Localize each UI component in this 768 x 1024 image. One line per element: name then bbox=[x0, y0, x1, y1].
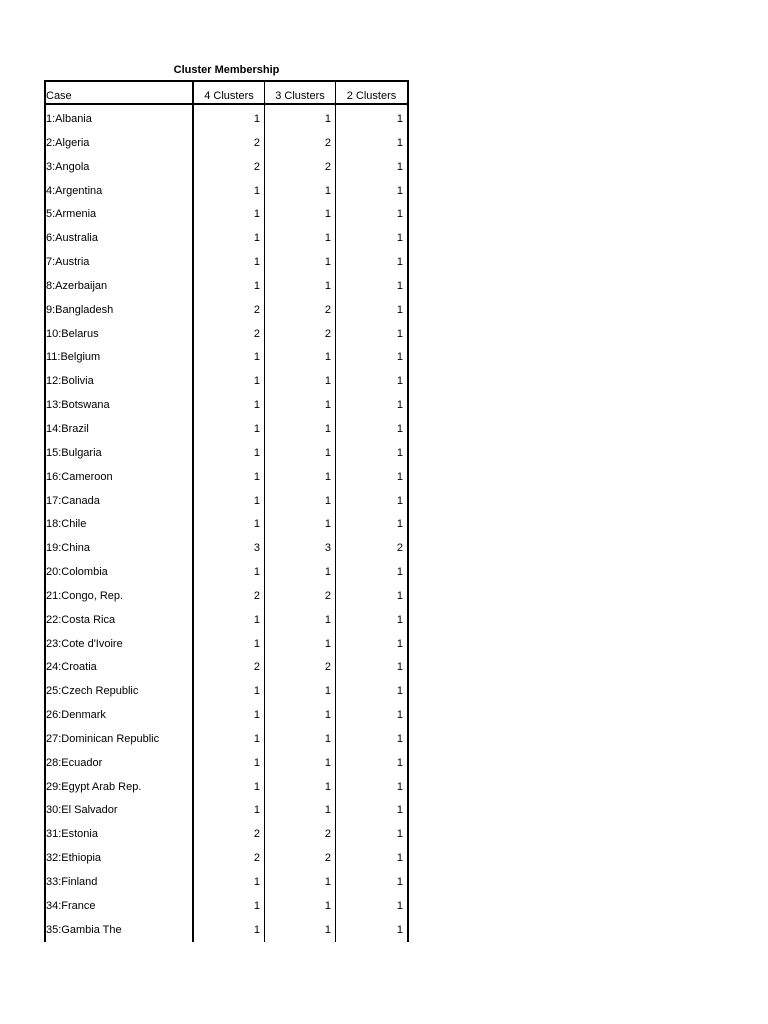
three-clusters-cell: 1 bbox=[324, 470, 331, 483]
table-row bbox=[44, 749, 409, 773]
case-cell: 11:Belgium bbox=[46, 351, 101, 364]
case-cell: 32:Ethiopia bbox=[46, 852, 102, 865]
case-cell: 1:Albania bbox=[46, 113, 92, 125]
four-clusters-cell: 1 bbox=[253, 876, 260, 888]
three-clusters-cell: 2 bbox=[324, 828, 331, 841]
table-row bbox=[44, 606, 409, 630]
case-cell: 26:Denmark bbox=[46, 709, 106, 722]
two-clusters-cell: 1 bbox=[396, 685, 403, 698]
three-clusters-cell: 1 bbox=[324, 613, 331, 626]
table-row bbox=[44, 534, 409, 558]
four-clusters-cell: 3 bbox=[253, 542, 260, 555]
four-clusters-cell: 1 bbox=[253, 113, 260, 125]
table-row bbox=[44, 153, 409, 177]
two-clusters-cell: 1 bbox=[396, 470, 403, 483]
three-clusters-cell: 1 bbox=[324, 446, 331, 459]
three-clusters-cell: 2 bbox=[324, 852, 331, 865]
table-row bbox=[44, 200, 409, 224]
two-clusters-cell: 1 bbox=[396, 160, 403, 173]
four-clusters-cell: 1 bbox=[253, 279, 260, 292]
two-clusters-cell: 1 bbox=[396, 232, 403, 245]
two-clusters-cell: 1 bbox=[396, 780, 403, 793]
four-clusters-cell: 1 bbox=[253, 613, 260, 626]
two-clusters-cell: 1 bbox=[396, 589, 403, 602]
two-clusters-cell: 1 bbox=[396, 899, 403, 912]
case-cell: 4:Argentina bbox=[46, 184, 103, 197]
two-clusters-cell: 1 bbox=[396, 422, 403, 435]
two-clusters-cell: 1 bbox=[396, 613, 403, 626]
case-cell: 22:Costa Rica bbox=[46, 613, 116, 626]
table-row bbox=[44, 439, 409, 463]
four-clusters-cell: 2 bbox=[253, 589, 260, 602]
three-clusters-cell: 2 bbox=[324, 160, 331, 173]
table-row bbox=[44, 701, 409, 725]
table-row bbox=[44, 129, 409, 153]
four-clusters-cell: 1 bbox=[253, 422, 260, 435]
three-clusters-cell: 1 bbox=[324, 256, 331, 269]
two-clusters-cell: 1 bbox=[396, 756, 403, 769]
four-clusters-cell: 1 bbox=[253, 923, 260, 936]
case-cell: 14:Brazil bbox=[46, 422, 89, 435]
two-clusters-cell: 1 bbox=[396, 923, 403, 936]
three-clusters-cell: 2 bbox=[324, 661, 331, 674]
four-clusters-cell: 1 bbox=[253, 446, 260, 459]
three-clusters-cell: 1 bbox=[324, 899, 331, 912]
four-clusters-cell: 1 bbox=[253, 756, 260, 769]
two-clusters-cell: 1 bbox=[396, 279, 403, 292]
case-cell: 18:Chile bbox=[46, 518, 87, 531]
four-clusters-cell: 1 bbox=[253, 899, 260, 912]
three-clusters-cell: 1 bbox=[324, 232, 331, 245]
two-clusters-cell: 1 bbox=[396, 566, 403, 579]
three-clusters-cell: 1 bbox=[324, 518, 331, 531]
three-clusters-cell: 1 bbox=[324, 422, 331, 435]
four-clusters-cell: 1 bbox=[253, 566, 260, 579]
four-clusters-cell: 1 bbox=[253, 256, 260, 269]
three-clusters-cell: 1 bbox=[324, 399, 331, 412]
case-cell: 30:El Salvador bbox=[46, 804, 118, 817]
three-clusters-cell: 1 bbox=[324, 780, 331, 793]
two-clusters-cell: 1 bbox=[396, 828, 403, 841]
four-clusters-cell: 2 bbox=[253, 136, 260, 149]
four-clusters-cell: 2 bbox=[253, 327, 260, 340]
four-clusters-cell: 1 bbox=[253, 375, 260, 388]
table-row bbox=[44, 105, 409, 129]
two-clusters-cell: 1 bbox=[396, 661, 403, 674]
table-row bbox=[44, 653, 409, 677]
table-row bbox=[44, 868, 409, 892]
two-clusters-cell: 1 bbox=[396, 732, 403, 745]
three-clusters-cell: 2 bbox=[324, 303, 331, 316]
case-cell: 33:Finland bbox=[46, 876, 98, 888]
four-clusters-cell: 2 bbox=[253, 828, 260, 841]
two-clusters-cell: 1 bbox=[396, 518, 403, 531]
case-cell: 12:Bolivia bbox=[46, 375, 94, 388]
table-row bbox=[44, 224, 409, 248]
table-body bbox=[44, 105, 409, 940]
three-clusters-cell: 1 bbox=[324, 208, 331, 221]
three-clusters-cell: 1 bbox=[324, 113, 331, 125]
four-clusters-cell: 1 bbox=[253, 208, 260, 221]
four-clusters-cell: 1 bbox=[253, 637, 260, 650]
two-clusters-cell: 1 bbox=[396, 399, 403, 412]
case-cell: 27:Dominican Republic bbox=[46, 732, 160, 745]
two-clusters-cell: 1 bbox=[396, 494, 403, 507]
two-clusters-cell: 1 bbox=[396, 852, 403, 865]
case-cell: 29:Egypt Arab Rep. bbox=[46, 780, 142, 793]
case-cell: 31:Estonia bbox=[46, 828, 98, 841]
cluster-membership-table bbox=[44, 80, 409, 942]
two-clusters-cell: 1 bbox=[396, 208, 403, 221]
four-clusters-cell: 1 bbox=[253, 518, 260, 531]
column-header-2-clusters: 2 Clusters bbox=[346, 90, 397, 102]
three-clusters-cell: 2 bbox=[324, 589, 331, 602]
table-row bbox=[44, 773, 409, 797]
two-clusters-cell: 1 bbox=[396, 351, 403, 364]
three-clusters-cell: 1 bbox=[324, 184, 331, 197]
four-clusters-cell: 1 bbox=[253, 351, 260, 364]
table-row bbox=[44, 677, 409, 701]
table-row bbox=[44, 892, 409, 916]
four-clusters-cell: 2 bbox=[253, 160, 260, 173]
two-clusters-cell: 1 bbox=[396, 637, 403, 650]
three-clusters-cell: 1 bbox=[324, 279, 331, 292]
case-cell: 3:Angola bbox=[46, 160, 90, 173]
three-clusters-cell: 1 bbox=[324, 804, 331, 817]
four-clusters-cell: 2 bbox=[253, 852, 260, 865]
table-row bbox=[44, 558, 409, 582]
table-row bbox=[44, 343, 409, 367]
four-clusters-cell: 1 bbox=[253, 232, 260, 245]
two-clusters-cell: 2 bbox=[396, 542, 403, 555]
table-row bbox=[44, 320, 409, 344]
three-clusters-cell: 1 bbox=[324, 709, 331, 722]
table-title: Cluster Membership bbox=[173, 64, 280, 76]
four-clusters-cell: 1 bbox=[253, 494, 260, 507]
case-cell: 17:Canada bbox=[46, 494, 100, 507]
table-row bbox=[44, 272, 409, 296]
case-cell: 2:Algeria bbox=[46, 136, 90, 149]
table-row bbox=[44, 796, 409, 820]
table-row bbox=[44, 463, 409, 487]
three-clusters-cell: 1 bbox=[324, 685, 331, 698]
two-clusters-cell: 1 bbox=[396, 446, 403, 459]
table-row bbox=[44, 415, 409, 439]
case-cell: 9:Bangladesh bbox=[46, 303, 114, 316]
three-clusters-cell: 1 bbox=[324, 494, 331, 507]
four-clusters-cell: 2 bbox=[253, 661, 260, 674]
table-row bbox=[44, 725, 409, 749]
three-clusters-cell: 1 bbox=[324, 637, 331, 650]
table-row bbox=[44, 844, 409, 868]
table-row bbox=[44, 248, 409, 272]
case-cell: 21:Congo, Rep. bbox=[46, 589, 124, 602]
case-cell: 6:Australia bbox=[46, 232, 98, 245]
case-cell: 7:Austria bbox=[46, 256, 90, 269]
three-clusters-cell: 2 bbox=[324, 136, 331, 149]
four-clusters-cell: 1 bbox=[253, 709, 260, 722]
four-clusters-cell: 1 bbox=[253, 685, 260, 698]
case-cell: 23:Cote d'Ivoire bbox=[46, 637, 123, 650]
case-cell: 8:Azerbaijan bbox=[46, 279, 108, 292]
table-row bbox=[44, 916, 409, 940]
case-cell: 20:Colombia bbox=[46, 566, 108, 579]
four-clusters-cell: 1 bbox=[253, 184, 260, 197]
case-cell: 16:Cameroon bbox=[46, 470, 113, 483]
column-header-case: Case bbox=[46, 90, 72, 102]
three-clusters-cell: 1 bbox=[324, 351, 331, 364]
column-header-3-clusters: 3 Clusters bbox=[275, 90, 325, 102]
case-cell: 28:Ecuador bbox=[46, 756, 103, 769]
four-clusters-cell: 1 bbox=[253, 470, 260, 483]
two-clusters-cell: 1 bbox=[396, 184, 403, 197]
three-clusters-cell: 1 bbox=[324, 756, 331, 769]
four-clusters-cell: 1 bbox=[253, 732, 260, 745]
case-cell: 13:Botswana bbox=[46, 399, 110, 412]
table-row bbox=[44, 367, 409, 391]
two-clusters-cell: 1 bbox=[396, 327, 403, 340]
column-header-4-clusters: 4 Clusters bbox=[204, 90, 254, 102]
two-clusters-cell: 1 bbox=[396, 709, 403, 722]
three-clusters-cell: 1 bbox=[324, 923, 331, 936]
table-row bbox=[44, 630, 409, 654]
table-row bbox=[44, 177, 409, 201]
three-clusters-cell: 3 bbox=[324, 542, 331, 555]
two-clusters-cell: 1 bbox=[396, 375, 403, 388]
two-clusters-cell: 1 bbox=[396, 136, 403, 149]
case-cell: 5:Armenia bbox=[46, 208, 97, 221]
case-cell: 35:Gambia The bbox=[46, 923, 122, 936]
three-clusters-cell: 2 bbox=[324, 327, 331, 340]
two-clusters-cell: 1 bbox=[396, 804, 403, 817]
table-row bbox=[44, 582, 409, 606]
two-clusters-cell: 1 bbox=[396, 303, 403, 316]
case-cell: 34:France bbox=[46, 899, 96, 912]
table-row bbox=[44, 487, 409, 511]
table-row bbox=[44, 820, 409, 844]
case-cell: 15:Bulgaria bbox=[46, 446, 102, 459]
table-row bbox=[44, 510, 409, 534]
table-row bbox=[44, 391, 409, 415]
two-clusters-cell: 1 bbox=[396, 876, 403, 888]
three-clusters-cell: 1 bbox=[324, 375, 331, 388]
case-cell: 25:Czech Republic bbox=[46, 685, 139, 698]
three-clusters-cell: 1 bbox=[324, 732, 331, 745]
four-clusters-cell: 1 bbox=[253, 780, 260, 793]
two-clusters-cell: 1 bbox=[396, 256, 403, 269]
case-cell: 24:Croatia bbox=[46, 661, 97, 674]
two-clusters-cell: 1 bbox=[396, 113, 403, 125]
four-clusters-cell: 2 bbox=[253, 303, 260, 316]
three-clusters-cell: 1 bbox=[324, 566, 331, 579]
four-clusters-cell: 1 bbox=[253, 399, 260, 412]
four-clusters-cell: 1 bbox=[253, 804, 260, 817]
three-clusters-cell: 1 bbox=[324, 876, 331, 888]
case-cell: 19:China bbox=[46, 542, 91, 555]
table-row bbox=[44, 296, 409, 320]
case-cell: 10:Belarus bbox=[46, 327, 99, 340]
